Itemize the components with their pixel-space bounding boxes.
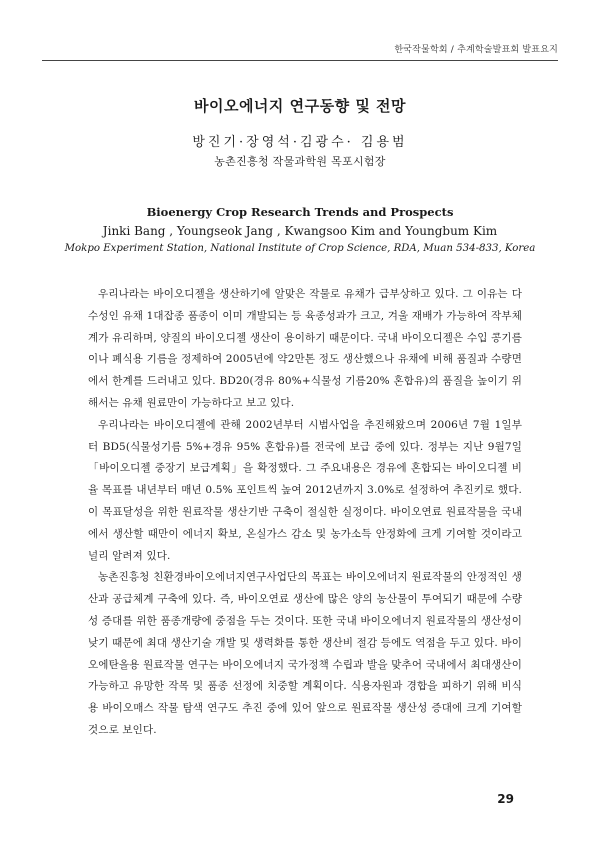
- body-paragraph: 농촌진흥청 친환경바이오에너지연구사업단의 목표는 바이오에너지 원료작물의 안정적인 생산과 공급체계 구축에 있다. 즉, 바이오연료 생산에 많은 양의 농산물이 투여되기 때문에 수량성 증대를 위한 품종개량에 중점을 두는 것이다. 또한 국내 바이오에너지 원료작물의 생산성이 낮기 때문에 최대 생산기술 개발 및 생력화를 통한 생산비 절감 등에도 역점을 두고 있다. 바이오에탄올용 원료작물 연구는 바이오에너지 국가정책 수립과 발을 맞추어 국내에서 최대생산이 가능하고 유망한 작목 및 품종 선정에 치중할 계획이다. 식용자원과 경합을 피하기 위해 비식용 바이오매스 작물 탐색 연구도 추진 중에 있어 앞으로 원료작물 생산성 증대에 크게 기여할 것으로 보인다.: [88, 571, 522, 736]
- english-authors: Jinki Bang , Youngseok Jang , Kwangsoo Kim and Youngbum Kim: [102, 224, 498, 238]
- body-paragraph: 우리나라는 바이오디젤을 생산하기에 알맞은 작물로 유채가 급부상하고 있다. 그 이유는 다수성인 유채 1대잡종 품종이 이미 개발되는 등 육종성과가 크고, 겨울 재배가 가능하여 작부체계가 유리하며, 양질의 바이오디젤 생산이 용이하기 때문이다. 국내 바이오디젤은 수입 콩기름이나 폐식용 기름을 정제하여 2005년에 약2만톤 정도 생산했으나 유채에 비해 품질과 수량면에서 한계를 드러내고 있다. BD20(경유 80%+식물성 기름20% 혼합유)의 품질을 높이기 위해서는 유채 원료만이 가능하다고 보고 있다.: [88, 288, 522, 409]
- english-title: Bioenergy Crop Research Trends and Prospects: [146, 205, 454, 219]
- abstract-body: [88, 284, 522, 742]
- running-header: 한국작물학회 / 추계학술발표회 발표요지: [394, 45, 558, 55]
- header-divider: [42, 60, 558, 61]
- english-affiliation: Mokpo Experiment Station, National Institute of Crop Science, RDA, Muan 534-833, Korea: [64, 243, 536, 254]
- body-paragraph: 우리나라는 바이오디젤에 관해 2002년부터 시범사업을 추진해왔으며 2006년 7월 1일부터 BD5(식물성기름 5%+경유 95% 혼합유)를 전국에 보급 중에 있다. 정부는 지난 9월7일 「바이오디젤 중장기 보급계획」을 확정했다. 그 주요내용은 경유에 혼합되는 바이오디젤 비율 목표를 내년부터 매년 0.5% 포인트씩 높여 2012년까지 3.0%로 설정하여 추진키로 했다. 이 목표달성을 위한 원료작물 생산기반 구축이 절실한 실정이다. 바이오연료 원료작물을 국내에서 생산할 때만이 에너지 확보, 온실가스 감소 및 농가소득 안정화에 크게 기여할 것이라고 널리 알려져 있다.: [88, 418, 522, 562]
- page-number: 29: [497, 792, 514, 806]
- korean-affiliation: 농촌진흥청 작물과학원 목포시험장: [214, 155, 386, 168]
- korean-title: 바이오에너지 연구동향 및 전망: [193, 97, 407, 115]
- korean-authors: 방진기·장영석·김광수· 김용범: [192, 135, 408, 150]
